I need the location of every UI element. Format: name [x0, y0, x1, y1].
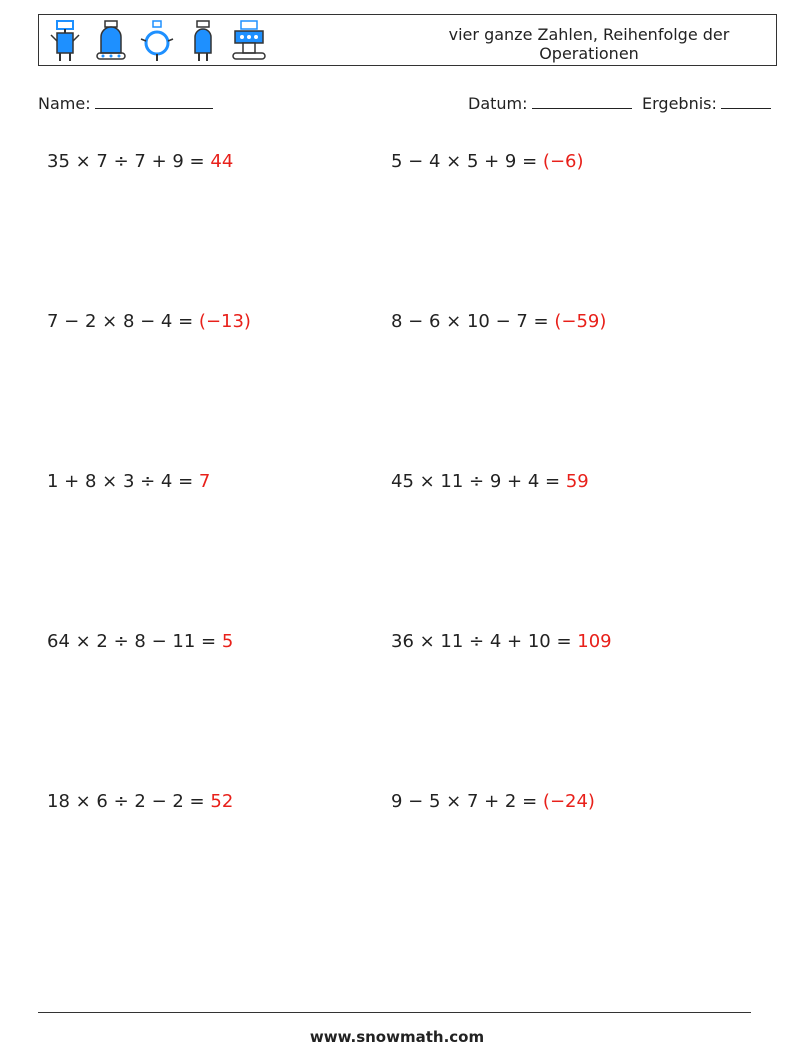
- header-box: [38, 14, 777, 66]
- result-label: Ergebnis:: [642, 94, 717, 113]
- problem-expression: 64 × 2 ÷ 8 − 11 =: [47, 631, 222, 652]
- robot-dome-icon: [93, 19, 129, 63]
- problem-9: [47, 791, 233, 812]
- result-field: [642, 92, 771, 113]
- problem-answer: 44: [210, 151, 234, 172]
- date-blank[interactable]: [532, 92, 632, 109]
- problem-answer: (−24): [542, 791, 595, 812]
- problem-expression: 8 − 6 × 10 − 7 =: [391, 311, 555, 332]
- robot-antenna-icon: [47, 19, 83, 63]
- problem-answer: 52: [210, 791, 234, 812]
- problem-7: [47, 631, 233, 652]
- problem-expression: 5 − 4 × 5 + 9 =: [391, 151, 543, 172]
- date-label: Datum:: [468, 94, 528, 113]
- robot-tank-icon: [231, 19, 267, 63]
- robot-ring-icon: [139, 19, 175, 63]
- robot-icons: [47, 19, 267, 63]
- problem-expression: 36 × 11 ÷ 4 + 10 =: [391, 631, 578, 652]
- problem-answer: 7: [198, 471, 211, 492]
- problem-answer: (−59): [554, 311, 607, 332]
- problem-1: [47, 151, 233, 172]
- problem-expression: 1 + 8 × 3 ÷ 4 =: [47, 471, 199, 492]
- name-label: Name:: [38, 94, 91, 113]
- problem-3: [47, 311, 251, 332]
- problem-expression: 7 − 2 × 8 − 4 =: [47, 311, 199, 332]
- problem-expression: 45 × 11 ÷ 9 + 4 =: [391, 471, 566, 492]
- problem-answer: 109: [577, 631, 612, 652]
- problem-expression: 35 × 7 ÷ 7 + 9 =: [47, 151, 211, 172]
- problem-answer: (−13): [198, 311, 251, 332]
- problem-6: [391, 471, 589, 492]
- problem-8: [391, 631, 612, 652]
- problem-5: [47, 471, 210, 492]
- worksheet-title: vier ganze Zahlen, Reihenfolge der Operationen: [448, 25, 730, 63]
- problem-expression: 9 − 5 × 7 + 2 =: [391, 791, 543, 812]
- robot-capsule-icon: [185, 19, 221, 63]
- problem-expression: 18 × 6 ÷ 2 − 2 =: [47, 791, 211, 812]
- date-field: [468, 92, 632, 113]
- problem-answer: 59: [565, 471, 589, 492]
- name-field: [38, 92, 213, 113]
- name-blank[interactable]: [95, 92, 213, 109]
- problem-answer: (−6): [542, 151, 584, 172]
- problem-2: [391, 151, 584, 172]
- footer-site[interactable]: www.snowmath.com: [309, 1028, 485, 1046]
- footer-divider: [38, 1012, 751, 1013]
- problem-answer: 5: [221, 631, 234, 652]
- result-blank[interactable]: [721, 92, 771, 109]
- problem-4: [391, 311, 606, 332]
- problem-10: [391, 791, 595, 812]
